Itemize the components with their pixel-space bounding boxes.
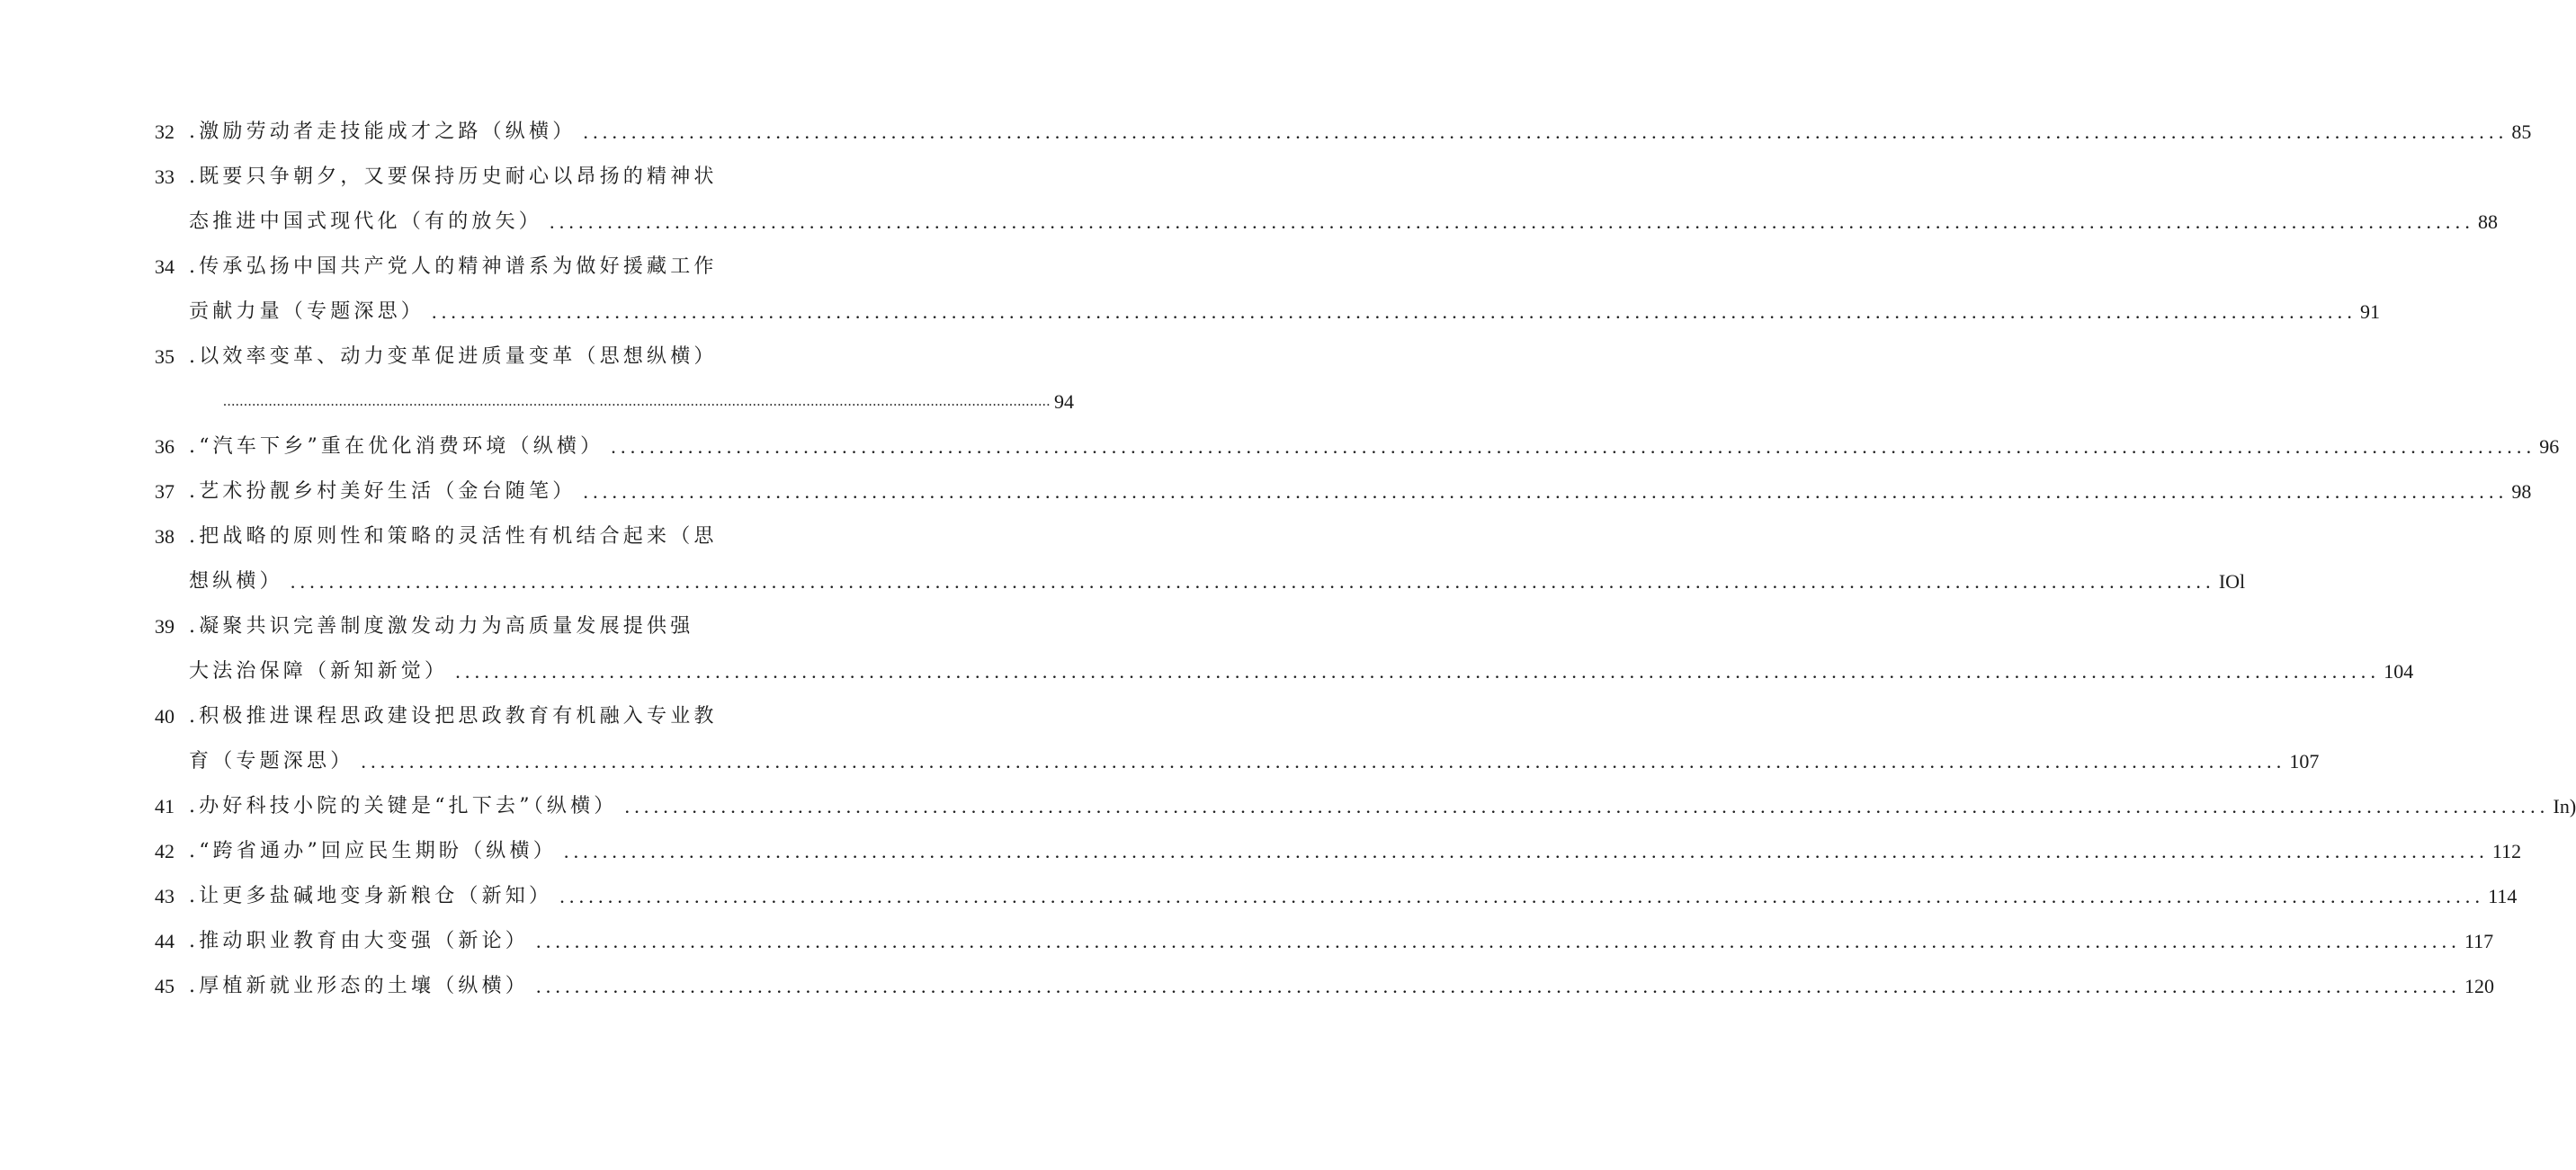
- entry-title: .“跨省通办”回应民生期盼（纵横）: [189, 840, 557, 862]
- toc-entry-line: [155, 330, 718, 375]
- page-number: 85: [2511, 121, 2532, 143]
- entry-title: 大法治保障（新知新觉）: [189, 660, 449, 683]
- entry-number: 41: [155, 795, 174, 817]
- entry-title: 态推进中国式现代化（有的放矢）: [189, 210, 543, 233]
- entry-title: .让更多盐碱地变身新粮仓（新知）: [189, 885, 553, 907]
- dot-leader: ........................................................................................................................................................................................................: [455, 660, 2381, 683]
- toc-entry[interactable]: [155, 150, 2499, 240]
- entry-title: .厚植新就业形态的土壤（纵横）: [189, 975, 529, 997]
- toc-entry[interactable]: [155, 780, 2576, 825]
- page-number: 88: [2478, 210, 2499, 233]
- toc-entry[interactable]: [155, 915, 2494, 960]
- entry-number: 37: [155, 480, 174, 503]
- entry-title: .艺术扮靓乡村美好生活（金台随笔）: [189, 480, 577, 503]
- toc-entry-line: [155, 465, 2532, 510]
- toc-entry[interactable]: [155, 330, 1074, 420]
- toc-entry-line: [155, 510, 718, 555]
- page-number: 94: [1054, 390, 1074, 413]
- entry-number: 45: [155, 975, 174, 997]
- entry-title: 育（专题深思）: [189, 750, 354, 773]
- entry-number: 42: [155, 840, 174, 862]
- toc-entry-line: [155, 960, 2494, 1005]
- dot-leader: ........................................................................................................................................................................................................: [290, 570, 2215, 593]
- entry-title: .以效率变革、动力变革促进质量变革（思想纵横）: [189, 345, 718, 368]
- toc-entry[interactable]: [155, 420, 2560, 465]
- dot-leader: ........................................................................................................................................................................................................: [432, 300, 2357, 323]
- entry-title: .凝聚共识完善制度激发动力为高质量发展提供强: [189, 615, 694, 638]
- toc-entry[interactable]: [155, 240, 2381, 330]
- page-number: 114: [2488, 885, 2518, 907]
- toc-entry-continuation: [155, 645, 2414, 690]
- toc-entry[interactable]: [155, 690, 2320, 780]
- page-number: 112: [2491, 840, 2522, 862]
- entry-title: .既要只争朝夕，又要保持历史耐心以昂扬的精神状: [189, 165, 718, 188]
- dot-leader: ........................................................................................................................................................................................................: [536, 975, 2461, 997]
- entry-number: 43: [155, 885, 174, 907]
- page-number: 91: [2360, 300, 2381, 323]
- toc-entry-line: [155, 240, 718, 285]
- entry-title: .激励劳动者走技能成才之路（纵横）: [189, 121, 577, 143]
- toc-entry[interactable]: [155, 870, 2518, 915]
- toc-entry-continuation: [155, 285, 2381, 330]
- page-number: 98: [2511, 480, 2532, 503]
- page-number: 96: [2539, 435, 2560, 458]
- dot-leader: ........................................................................................................................................................................................................: [624, 795, 2550, 817]
- toc-entry-continuation: [155, 735, 2320, 780]
- entry-number: 39: [155, 615, 174, 638]
- dot-leader: ........................................................................................................................................................................................................: [563, 840, 2489, 862]
- toc-entry-line: [155, 915, 2494, 960]
- toc-entry-continuation: [155, 555, 2246, 600]
- toc-entry-line: [155, 825, 2522, 870]
- entry-number: 32: [155, 121, 174, 143]
- entry-title: 想纵横）: [189, 570, 283, 593]
- entry-number: 38: [155, 525, 174, 548]
- page-number: 117: [2464, 930, 2494, 952]
- page-number: 120: [2464, 975, 2494, 997]
- dot-leader: ........................................................................................................................................................................................................: [583, 121, 2509, 143]
- entry-title: .“汽车下乡”重在优化消费环境（纵横）: [189, 435, 604, 458]
- entry-number: 33: [155, 165, 174, 188]
- toc-entry-line: [155, 690, 718, 735]
- toc-entry-continuation: [155, 375, 1074, 420]
- page-number: 104: [2384, 660, 2414, 683]
- dot-leader: ........................................................................................................................................................................................................: [223, 394, 1051, 409]
- entry-number: 44: [155, 930, 174, 952]
- toc-entry[interactable]: [155, 960, 2494, 1005]
- page-number: 107: [2289, 750, 2320, 773]
- dot-leader: ........................................................................................................................................................................................................: [583, 480, 2509, 503]
- entry-number: 40: [155, 705, 174, 728]
- toc-entry[interactable]: [155, 825, 2522, 870]
- entry-title: .传承弘扬中国共产党人的精神谱系为做好援藏工作: [189, 255, 718, 278]
- dot-leader: ........................................................................................................................................................................................................: [550, 210, 2475, 233]
- page-number: IOl: [2218, 570, 2246, 593]
- toc-entry-line: [155, 150, 718, 195]
- dot-leader: ........................................................................................................................................................................................................: [611, 435, 2536, 458]
- entry-title: .办好科技小院的关键是“扎下去”（纵横）: [189, 795, 618, 817]
- toc-entry[interactable]: [155, 105, 2532, 150]
- entry-number: 35: [155, 345, 174, 368]
- toc-entry-continuation: [155, 195, 2499, 240]
- toc-entry[interactable]: [155, 600, 2414, 690]
- toc-entry-line: [155, 600, 694, 645]
- entry-title: .推动职业教育由大变强（新论）: [189, 930, 529, 952]
- toc-entry[interactable]: [155, 465, 2532, 510]
- dot-leader: ........................................................................................................................................................................................................: [361, 750, 2286, 773]
- entry-title: .把战略的原则性和策略的灵活性有机结合起来（思: [189, 525, 718, 548]
- entry-title: 贡献力量（专题深思）: [189, 300, 425, 323]
- toc-entry-line: [155, 780, 2576, 825]
- entry-number: 34: [155, 255, 174, 278]
- page-number: In): [2553, 795, 2576, 817]
- toc-entry-line: [155, 105, 2532, 150]
- entry-title: .积极推进课程思政建设把思政教育有机融入专业教: [189, 705, 718, 728]
- dot-leader: ........................................................................................................................................................................................................: [559, 885, 2485, 907]
- toc-entry-line: [155, 420, 2560, 465]
- table-of-contents: [155, 105, 2576, 1005]
- toc-entry[interactable]: [155, 510, 2246, 600]
- toc-entry-line: [155, 870, 2518, 915]
- dot-leader: ........................................................................................................................................................................................................: [536, 930, 2461, 952]
- entry-number: 36: [155, 435, 174, 458]
